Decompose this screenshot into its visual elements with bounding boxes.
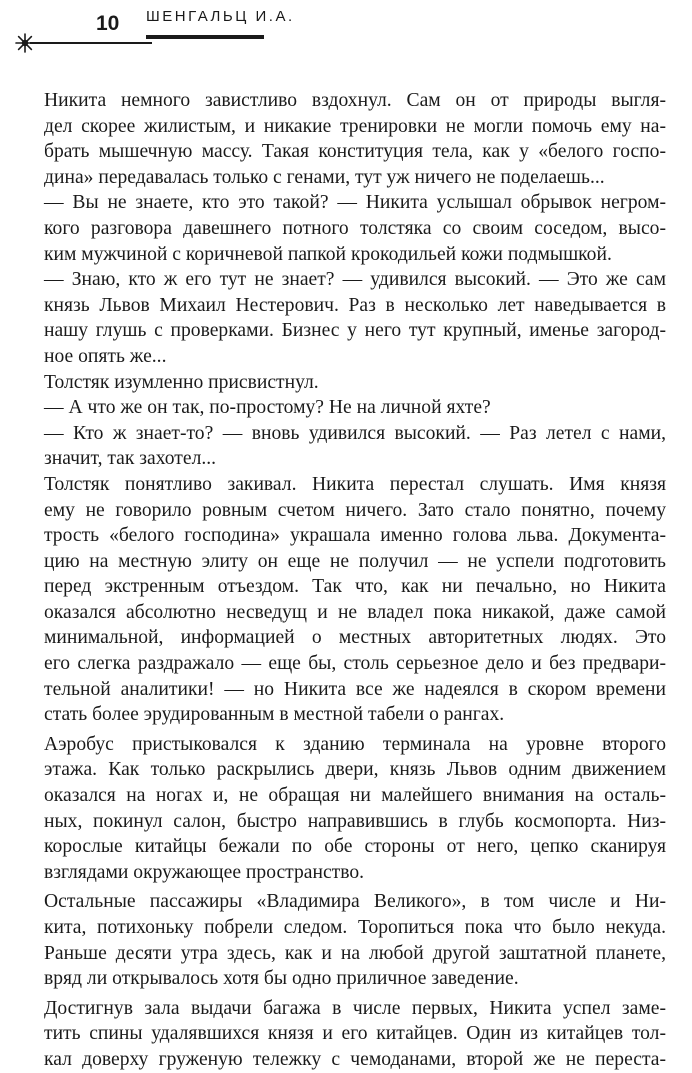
running-head: ШЕНГАЛЬЦ И.А. — [146, 8, 295, 25]
text-line: ное опять же... — [44, 345, 167, 367]
page-header — [0, 0, 692, 60]
page-number: 10 — [96, 12, 120, 35]
text-line: брать мышечную массу. Такая конституция тела, как у «белого госпо- — [44, 141, 666, 163]
text-line: кого разговора давешнего потного толстяка со своим соседом, высо- — [44, 217, 666, 239]
text-line: оказался на ногах и, не обращая ни малейшего внимания на осталь- — [44, 785, 666, 807]
text-line: кал доверху груженую тележку с чемоданами, второй же не переста- — [44, 1048, 666, 1070]
text-line: Достигнув зала выдачи багажа в числе первых, Никита успел заме- — [44, 997, 666, 1019]
text-line: тельной аналитики! — но Никита все же надеялся в скором времени — [44, 678, 666, 700]
text-line: кита, потихоньку побрели следом. Торопиться пока что было некуда. — [44, 917, 666, 938]
text-line: оказался абсолютно несведущ и не владел пока никакой, даже самой — [44, 601, 666, 623]
text-line: тить спины удалявшихся князя и его китайцев. Один из китайцев тол- — [44, 1023, 666, 1045]
text-line: нашу глушь с проверками. Бизнес у него тут крупный, именье загород- — [44, 320, 666, 342]
text-line: — Знаю, кто ж его тут не знает? — удивился высокий. — Это же сам — [44, 269, 666, 291]
text-line: вряд ли открывалось хотя бы одно приличное заведение. — [44, 968, 519, 990]
text-line: взглядами окружающее пространство. — [44, 861, 365, 883]
text-line: — Вы не знаете, кто это такой? — Никита услышал обрывок негром- — [44, 192, 666, 214]
text-line: Толстяк изумленно присвистнул. — [44, 371, 319, 393]
text-line: этажа. Как только раскрылись двери, князь Львов одним движением — [44, 759, 666, 781]
text-line: значит, так захотел... — [44, 448, 217, 470]
text-line: трость «белого господина» украшала именно голова льва. Документа- — [44, 525, 666, 547]
text-line: — Кто ж знает-то? — вновь удивился высокий. — Раз летел с нами, — [44, 422, 666, 444]
text-line: минимальной, информацией о местных авторитетных людях. Это — [44, 627, 666, 649]
text-line: ким мужчиной с коричневой папкой крокодильей кожи подмышкой. — [44, 243, 612, 265]
text-line: его слегка раздражало — еще бы, столь серьезное дело и без предвари- — [44, 653, 666, 675]
header-rule-thick — [146, 35, 264, 39]
text-line: цию на местную элиту он еще не получил — не успели подготовить — [44, 550, 666, 572]
text-line: ему не говорило ровным счетом ничего. Зато стало понятно, почему — [44, 499, 666, 521]
text-line: Толстяк понятливо закивал. Никита перестал слушать. Имя князя — [44, 473, 666, 495]
header-rule-thin — [30, 42, 152, 44]
text-line: дел скорее жилистым, и никакие тренировки не могли помочь ему на- — [44, 115, 666, 137]
text-line: дина» передавалась только с генами, тут уж ничего не поделаешь... — [44, 166, 605, 188]
text-line: Аэробус пристыковался к зданию терминала на уровне второго — [44, 733, 666, 755]
text-line: Раньше десяти утра здесь, как и на любой другой заштатной планете, — [44, 942, 666, 964]
body-text — [44, 88, 666, 1073]
text-line: перед экстренным отъездом. Так что, как ни печально, но Никита — [44, 576, 666, 598]
text-line: ных, покинул салон, быстро направившись в глубь космопорта. Низ- — [44, 810, 666, 832]
text-line: стать более эрудированным в местной табели о рангах. — [44, 704, 505, 726]
text-line: князь Львов Михаил Нестерович. Раз в несколько лет наведывается в — [44, 294, 666, 316]
text-line: — А что же он так, по-простому? Не на личной яхте? — [44, 397, 491, 419]
text-line: Остальные пассажиры «Владимира Великого», в том числе и Ни- — [44, 891, 666, 913]
text-line: Никита немного завистливо вздохнул. Сам он от природы выгля- — [44, 90, 666, 111]
text-line: корослые китайцы бежали по обе стороны от него, цепко сканируя — [44, 836, 666, 858]
